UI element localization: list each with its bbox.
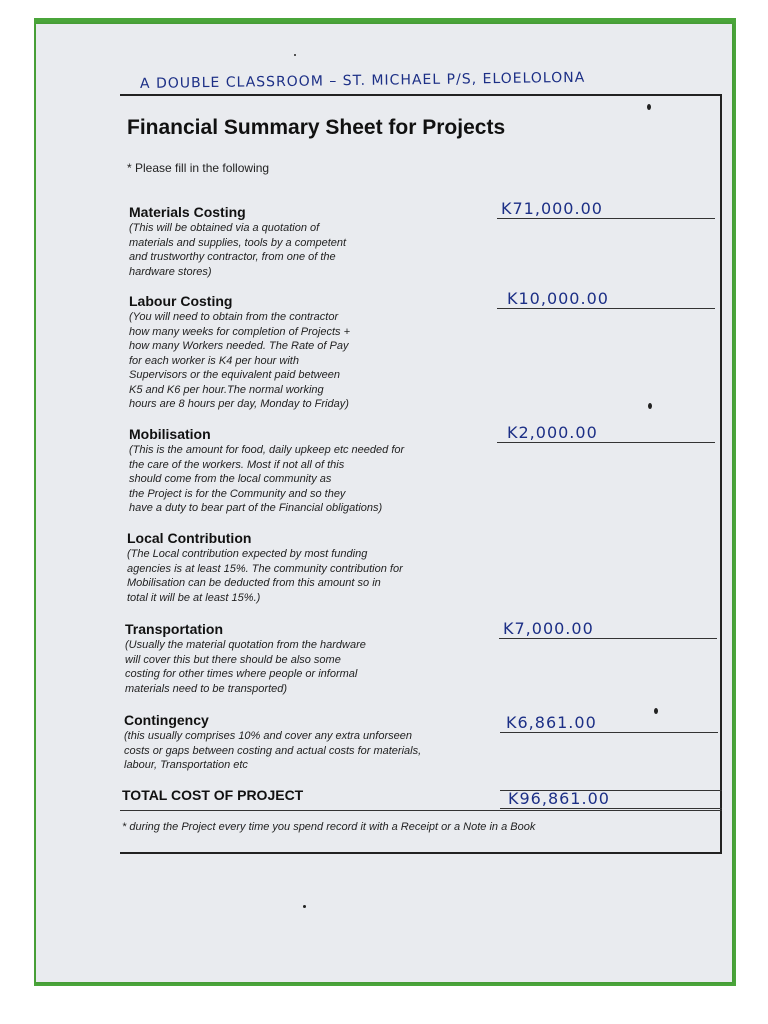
section-transportation bbox=[125, 620, 505, 696]
section-heading: Local Contribution bbox=[127, 530, 252, 546]
section-description: (This will be obtained via a quotation of materials and supplies, tools by a competent and trustworthy contractor, from one of the hardware stores) bbox=[129, 222, 347, 278]
section-materials bbox=[129, 203, 509, 279]
section-heading: Materials Costing bbox=[129, 204, 246, 220]
footnote-divider bbox=[120, 810, 722, 811]
ink-speck bbox=[303, 905, 306, 908]
amount-value: K7,000.00 bbox=[503, 619, 594, 638]
amount-value: K6,861.00 bbox=[506, 713, 597, 732]
section-heading: Mobilisation bbox=[129, 426, 211, 442]
section-description: (This is the amount for food, daily upkeep etc needed for the care of the workers. Most if not all of this should come from the local community as the Project is for the Community and so they have a duty to bear part of the Financial obligations) bbox=[129, 444, 405, 514]
section-local-contribution bbox=[127, 529, 507, 605]
amount-field-total bbox=[500, 786, 722, 809]
amount-field-mobilisation bbox=[497, 420, 715, 443]
ink-speck bbox=[654, 708, 658, 714]
section-mobilisation bbox=[129, 425, 509, 516]
section-description: (The Local contribution expected by most funding agencies is at least 15%. The community contribution for Mobilisation can be deducted from this amount so in total it will be at least 15%.) bbox=[127, 548, 403, 604]
section-description: (Usually the material quotation from the hardware will cover this but there should be also some costing for other times where people or informal materials need to be transported) bbox=[125, 639, 366, 695]
section-description: (this usually comprises 10% and cover any extra unforseen costs or gaps between costing and actual costs for materials, labour, Transportation etc bbox=[124, 730, 422, 771]
footnote: * during the Project every time you spend record it with a Receipt or a Note in a Book bbox=[122, 821, 536, 833]
section-heading: Labour Costing bbox=[129, 293, 233, 309]
amount-field-labour bbox=[497, 286, 715, 309]
section-labour bbox=[129, 292, 509, 412]
amount-field-contingency bbox=[500, 710, 718, 733]
section-contingency bbox=[124, 711, 504, 773]
ink-speck bbox=[647, 104, 651, 110]
ink-speck bbox=[648, 403, 652, 409]
amount-value: K2,000.00 bbox=[507, 423, 598, 442]
amount-value: K10,000.00 bbox=[507, 289, 609, 308]
amount-field-transportation bbox=[499, 616, 717, 639]
ink-speck bbox=[294, 54, 296, 56]
intro-instruction: * Please fill in the following bbox=[127, 161, 270, 175]
section-heading: Transportation bbox=[125, 621, 224, 637]
amount-field-materials bbox=[497, 196, 715, 219]
amount-value: K71,000.00 bbox=[501, 199, 603, 218]
section-heading: Contingency bbox=[124, 712, 209, 728]
section-description: (You will need to obtain from the contractor how many weeks for completion of Projects + how many Workers needed. The Rate of Pay for each worker is K4 per hour with Supervisors or the equivalent paid between K5 and K6 per hour.The normal working hours are 8 hours per day, Monday to Friday) bbox=[129, 311, 351, 410]
total-amount-value: K96,861.00 bbox=[508, 789, 610, 808]
handwritten-project-name: A DOUBLE CLASSROOM – ST. MICHAEL P/S, ELOELOLONA bbox=[139, 69, 586, 92]
page-title: Financial Summary Sheet for Projects bbox=[127, 116, 506, 139]
total-label: TOTAL COST OF PROJECT bbox=[122, 787, 304, 803]
